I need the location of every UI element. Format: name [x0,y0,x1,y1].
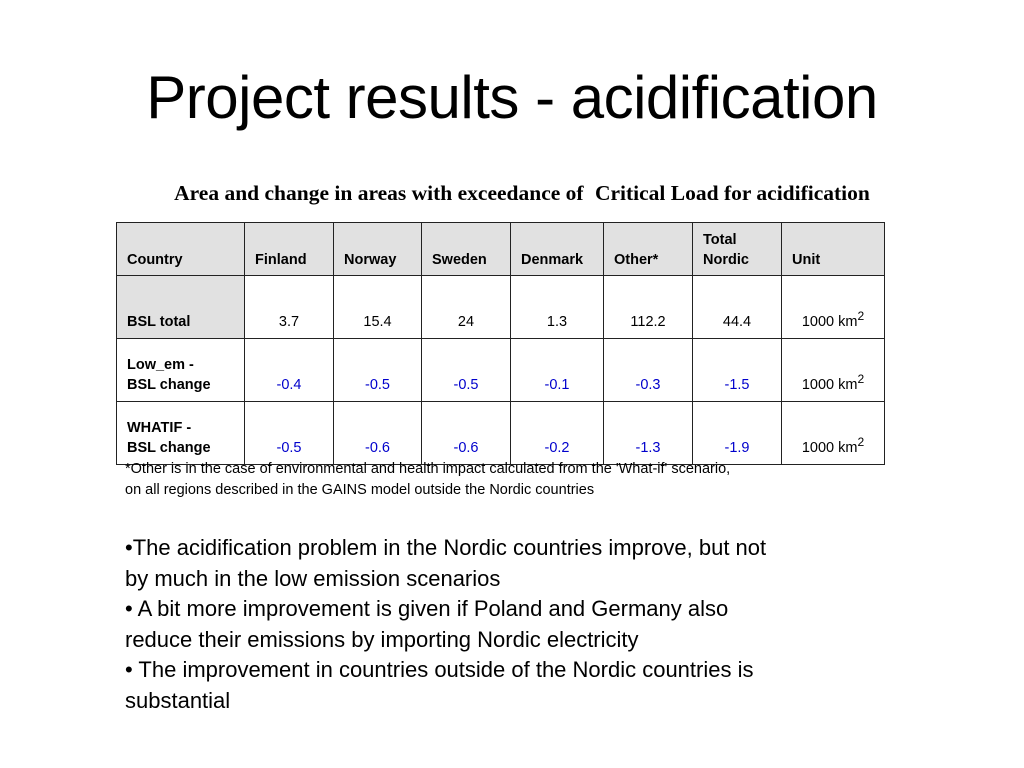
cell-bsl-unit [782,276,885,339]
bullet-item-1-line1: •The acidification problem in the Nordic countries improve, but not [125,535,767,560]
cell-bsl-finland: 3.7 [245,276,334,339]
row-label-line1: WHATIF - [127,420,192,436]
slide-title: Project results - acidification [146,64,878,131]
footnote-line1: *Other is in the case of environmental and health impact calculated from the 'What-if' scenario, [125,461,731,477]
table-row-bsl-total [117,276,885,339]
cell-whatif-finland: -0.5 [245,402,334,465]
table-footnote [125,459,885,501]
bullet-item-3-line2: substantial [125,687,231,713]
row-label-low-em-change [117,339,245,402]
cell-lowem-sweden: -0.5 [422,339,511,402]
row-label-line2: BSL change [127,377,211,393]
header-total-nordic-line1: Total [703,232,737,248]
cell-lowem-norway: -0.5 [334,339,422,402]
header-denmark: Denmark [511,223,604,276]
table-caption-part2: Critical Load for acidification [594,181,870,205]
row-label-line2: BSL change [127,440,211,456]
cell-lowem-unit [782,339,885,402]
cell-whatif-sweden: -0.6 [422,402,511,465]
bullet-list [125,533,905,716]
results-table [116,222,885,465]
unit-superscript: 2 [857,309,865,324]
cell-whatif-unit [782,402,885,465]
header-unit: Unit [782,223,885,276]
bullet-item-1-line2: by much in the low emission scenarios [125,565,501,591]
table-caption [0,178,1024,208]
bullet-item-2-line2: reduce their emissions by importing Nordic electricity [125,626,639,652]
table-header-row [117,223,885,276]
unit-base: 1000 km [801,440,858,456]
header-total-nordic [693,223,782,276]
row-label-whatif-change [117,402,245,465]
header-total-nordic-line2: Nordic [703,252,749,268]
cell-bsl-denmark: 1.3 [511,276,604,339]
cell-lowem-total-nordic: -1.5 [693,339,782,402]
unit-base: 1000 km [801,314,858,330]
cell-bsl-norway: 15.4 [334,276,422,339]
row-label-line1: Low_em - [127,357,194,373]
header-finland: Finland [245,223,334,276]
cell-lowem-finland: -0.4 [245,339,334,402]
cell-bsl-total-nordic: 44.4 [693,276,782,339]
cell-whatif-denmark: -0.2 [511,402,604,465]
cell-bsl-sweden: 24 [422,276,511,339]
bullet-item-3-line1: • The improvement in countries outside of the Nordic countries is [125,657,754,682]
header-other: Other* [604,223,693,276]
header-sweden: Sweden [422,223,511,276]
cell-whatif-total-nordic: -1.9 [693,402,782,465]
row-label-line1: BSL total [127,314,191,330]
bullet-item-2-line1: • A bit more improvement is given if Poland and Germany also [125,596,729,621]
cell-whatif-other: -1.3 [604,402,693,465]
cell-lowem-other: -0.3 [604,339,693,402]
table-row-whatif-change [117,402,885,465]
cell-whatif-norway: -0.6 [334,402,422,465]
row-label-bsl-total [117,276,245,339]
table-row-low-em-change [117,339,885,402]
header-country: Country [117,223,245,276]
table-caption-part1: Area and change in areas with exceedance of [174,181,584,205]
cell-lowem-denmark: -0.1 [511,339,604,402]
footnote-line2: on all regions described in the GAINS model outside the Nordic countries [125,482,595,498]
unit-base: 1000 km [801,377,858,393]
cell-bsl-other: 112.2 [604,276,693,339]
header-norway: Norway [334,223,422,276]
unit-superscript: 2 [857,372,865,387]
unit-superscript: 2 [857,435,865,450]
